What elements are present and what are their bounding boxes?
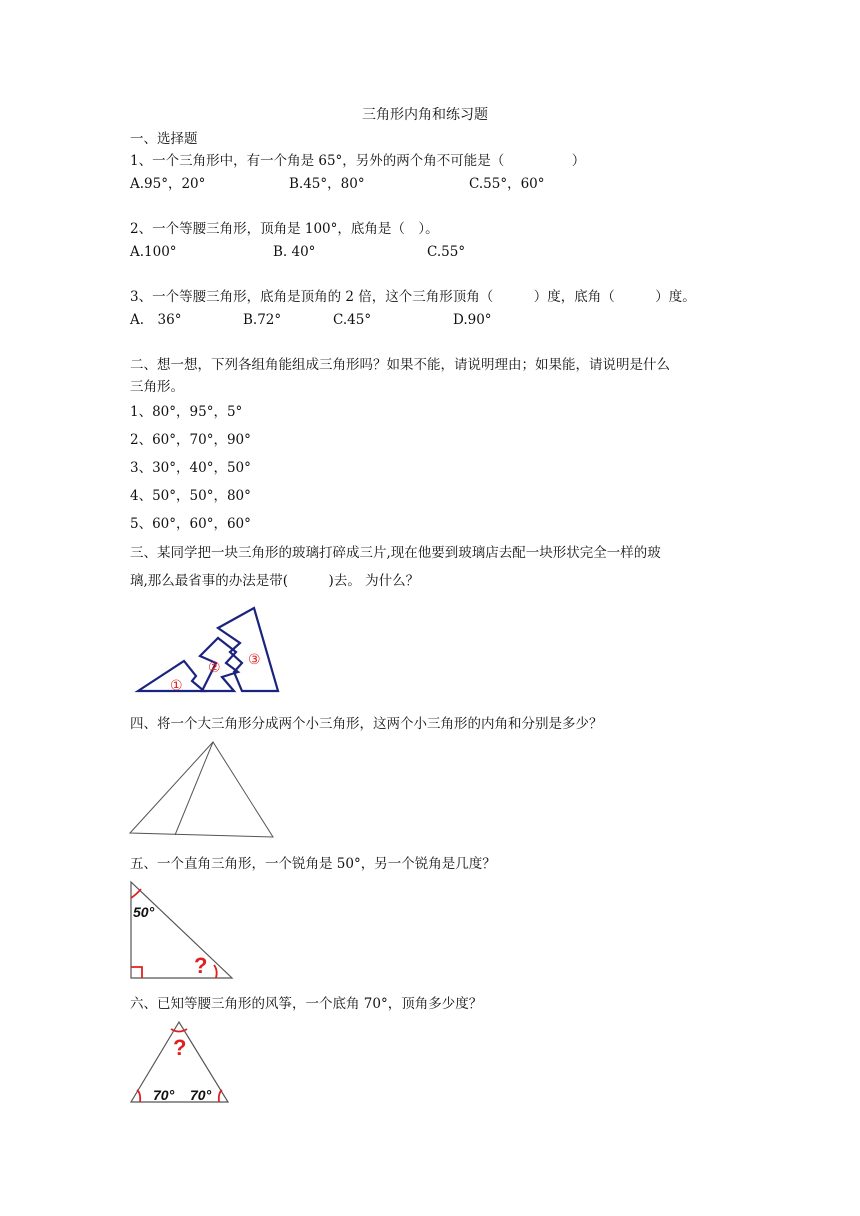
section1-heading: 一、选择题	[130, 131, 198, 147]
section6-text: 六、已知等腰三角形的风筝，一个底角 70°，顶角多少度？	[130, 996, 483, 1012]
q2-option-a: A.100°	[130, 244, 177, 260]
unknown-angle-label: ?	[194, 953, 208, 978]
q2-option-c: C.55°	[427, 244, 466, 260]
q3-option-c: C.45°	[333, 312, 372, 328]
right-triangle	[131, 882, 232, 978]
q1-text: 1、一个三角形中，有一个角是 65°，另外的两个角不可能是（ ）	[130, 153, 586, 169]
outer-triangle	[130, 742, 273, 837]
isosceles-triangle	[131, 1022, 228, 1102]
q1-option-c: C.55°，60°	[469, 176, 545, 192]
q3-option-b: B.72°	[243, 312, 282, 328]
section2-heading-line1: 二、想一想，下列各组角能组成三角形吗？如果不能，请说明理由；如果能，请说明是什么	[130, 357, 670, 373]
section3-line2: 璃,那么最省事的办法是带( )去。 为什么？	[130, 573, 420, 589]
dividing-line	[175, 742, 213, 835]
section2-item: 5、60°，60°，60°	[130, 516, 251, 532]
apex-unknown-label: ?	[173, 1035, 187, 1060]
angle-arc-bottom	[214, 965, 217, 978]
q1-option-b: B.45°，80°	[289, 176, 365, 192]
piece-label-1: ①	[170, 678, 183, 694]
q2-option-b: B. 40°	[273, 244, 316, 260]
q3-option-d: D.90°	[453, 312, 492, 328]
section2-item: 4、50°，50°，80°	[130, 488, 251, 504]
page-title: 三角形内角和练习题	[362, 107, 488, 123]
q1-option-a: A.95°，20°	[130, 176, 206, 192]
isosceles-kite-figure	[128, 1020, 238, 1105]
apex-angle-arc	[171, 1029, 187, 1032]
q3-option-a: A. 36°	[130, 312, 182, 328]
section2-item: 2、60°，70°，90°	[130, 432, 251, 448]
piece-label-2: ②	[208, 660, 221, 676]
base-angle-label-right: 70°	[190, 1087, 212, 1103]
base-angle-label-left: 70°	[153, 1087, 175, 1103]
section4-text: 四、将一个大三角形分成两个小三角形，这两个小三角形的内角和分别是多少？	[130, 716, 603, 732]
section2-item: 1、80°，95°，5°	[130, 404, 243, 420]
angle-arc-top	[131, 889, 141, 898]
right-angle-marker	[131, 967, 142, 978]
section2-item: 3、30°，40°，50°	[130, 460, 251, 476]
section5-text: 五、一个直角三角形，一个锐角是 50°，另一个锐角是几度？	[130, 856, 496, 872]
glass-piece-3	[218, 608, 278, 691]
divided-triangle-figure	[128, 740, 278, 840]
angle-label-50: 50°	[133, 904, 155, 920]
section3-line1: 三、某同学把一块三角形的玻璃打碎成三片,现在他要到玻璃店去配一块形状完全一样的玻	[130, 545, 661, 561]
broken-glass-figure	[130, 606, 290, 696]
q3-text: 3、一个等腰三角形，底角是顶角的 2 倍，这个三角形顶角（ ）度，底角（ ）度。	[130, 289, 696, 305]
q2-text: 2、一个等腰三角形，顶角是 100°，底角是（ ）。	[130, 221, 439, 237]
piece-label-3: ③	[248, 652, 261, 668]
right-triangle-figure	[128, 880, 238, 980]
section2-heading-line2: 三角形。	[130, 379, 184, 395]
